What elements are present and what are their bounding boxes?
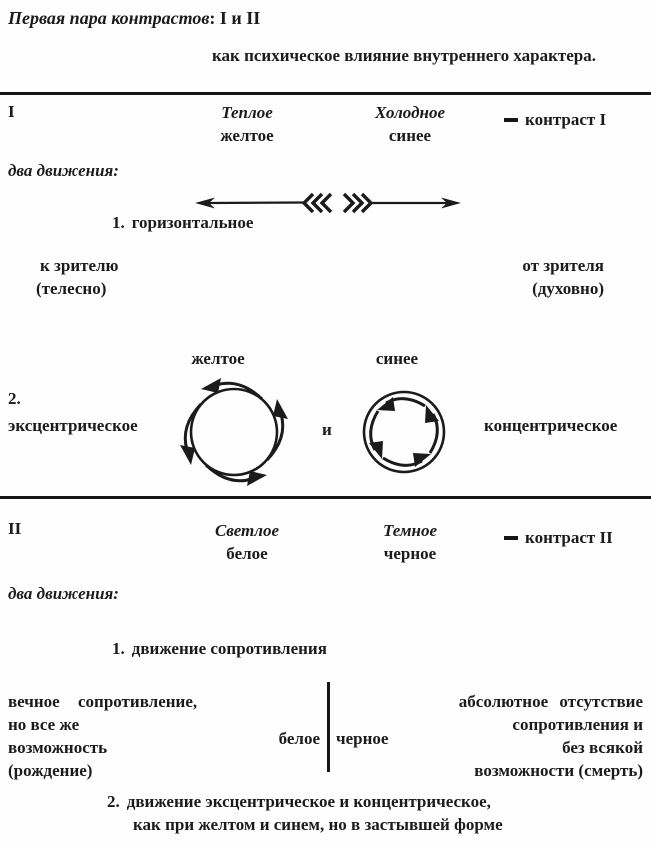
contrast2-caption bbox=[504, 528, 613, 548]
from-viewer-sub: (духовно) bbox=[532, 279, 604, 298]
movement2b-line2: как при желтом и синем, но в застывшей форме bbox=[133, 815, 503, 834]
toward-viewer-block bbox=[36, 254, 119, 300]
resistance-right-line: сопротивления и bbox=[512, 715, 643, 734]
light-color-label: белое bbox=[226, 544, 268, 563]
black-cell-label: черное bbox=[336, 729, 389, 748]
movement2b-caption bbox=[107, 792, 491, 812]
conjunction-label: и bbox=[322, 420, 332, 439]
warm-color-label: желтое bbox=[220, 126, 274, 145]
contrast1-label: контраст I bbox=[525, 110, 607, 129]
white-cell-label: белое bbox=[278, 729, 320, 748]
blue-circle-label: синее bbox=[375, 349, 419, 368]
eccentric-label: эксцентрическое bbox=[8, 416, 138, 435]
table-divider-line bbox=[327, 682, 330, 772]
dark-column bbox=[358, 519, 462, 565]
resistance-right-line: возможности (смерть) bbox=[474, 761, 643, 780]
movement2b-line1: движение эксцентрическое и концентрическое, bbox=[126, 792, 491, 811]
from-viewer-label: от зрителя bbox=[522, 256, 604, 275]
section1-numeral: I bbox=[8, 102, 15, 121]
equals-icon bbox=[504, 536, 518, 540]
toward-viewer-label: к зрителю bbox=[40, 256, 119, 275]
resistance-right-line: абсолютное отсутствие bbox=[458, 692, 643, 711]
light-quality-label: Светлое bbox=[214, 521, 280, 540]
warm-column bbox=[198, 101, 296, 147]
movement2-number: 2. bbox=[8, 389, 21, 408]
page-title-italic: Первая пара контрастов bbox=[8, 8, 210, 28]
resistance-left-line: но все же bbox=[8, 715, 80, 734]
resistance-left-line: (рождение) bbox=[8, 761, 93, 780]
resistance-name: движение сопротивления bbox=[131, 639, 327, 658]
movements-label-1: два движения: bbox=[8, 161, 119, 180]
section-rule-2 bbox=[0, 496, 651, 499]
from-viewer-block bbox=[522, 254, 604, 300]
dark-color-label: черное bbox=[383, 544, 437, 563]
dark-quality-label: Темное bbox=[382, 521, 438, 540]
movement1-caption bbox=[112, 213, 253, 233]
section-rule-1 bbox=[0, 92, 651, 95]
page-title-rest: : I и II bbox=[209, 8, 261, 28]
toward-viewer-sub: (телесно) bbox=[36, 279, 107, 298]
section2-numeral: II bbox=[8, 519, 22, 538]
resistance-left-line: возможность bbox=[8, 738, 108, 757]
cold-quality-label: Холодное bbox=[375, 103, 445, 122]
cold-column bbox=[358, 101, 462, 147]
equals-icon bbox=[504, 118, 518, 122]
movement1-number: 1. bbox=[112, 213, 125, 232]
resistance-left-line: вечное сопротивление, bbox=[8, 692, 198, 711]
page-title bbox=[8, 8, 260, 29]
warm-quality-label: Теплое bbox=[221, 103, 273, 122]
resistance-left-cell bbox=[8, 690, 266, 782]
eccentric-circle-icon bbox=[178, 376, 290, 488]
resistance-number: 1. bbox=[112, 639, 125, 658]
light-column bbox=[198, 519, 296, 565]
movement1-name: горизонтальное bbox=[131, 213, 254, 232]
movements-label-2: два движения: bbox=[8, 584, 119, 603]
resistance-right-cell bbox=[408, 690, 643, 782]
resistance-right-line: без всякой bbox=[562, 738, 643, 757]
resistance-caption bbox=[112, 639, 327, 659]
contrast1-caption bbox=[504, 110, 606, 130]
contrast2-label: контраст II bbox=[525, 528, 613, 547]
yellow-circle-label: желтое bbox=[191, 349, 245, 368]
page-subtitle: как психическое влияние внутреннего характера. bbox=[212, 46, 596, 65]
cold-color-label: синее bbox=[388, 126, 432, 145]
concentric-circle-icon bbox=[352, 380, 457, 485]
movement2b-number: 2. bbox=[107, 792, 120, 811]
concentric-label: концентрическое bbox=[484, 416, 618, 435]
